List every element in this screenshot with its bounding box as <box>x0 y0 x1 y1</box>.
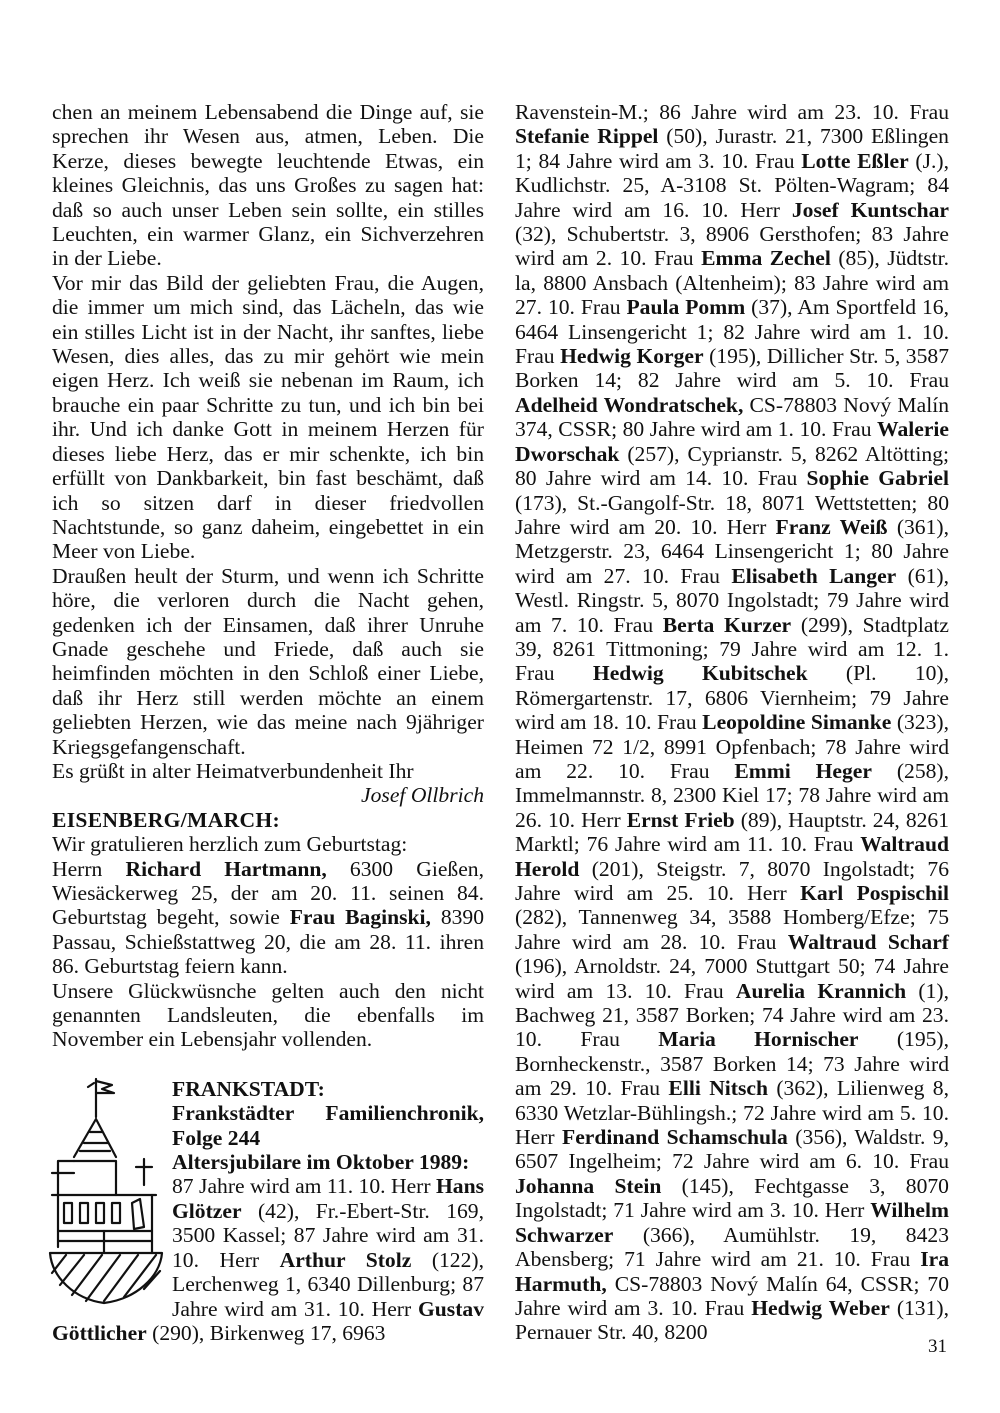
paragraph-jubilee-list: Ravenstein-M.; 86 Jahre wird am 23. 10. Frau Stefanie Rippel (50), Jurastr. 21, 7300 Eßlingen 1; 84 Jahre wird am 3. 10. Frau Lotte Eßler (J.), Kudlichstr. 25, A-3108 St. Pölten-Wagram; 84 Jahre wird am 16. 10. Herr Josef Kuntschar (32), Schubertstr. 3, 8906 Gersthofen; 83 Jahre wird am 2. 10. Frau Emma Zechel (85), Jüdtstr. la, 8800 Ansbach (Altenheim); 83 Jahre wird am 27. 10. Frau Paula Pomm (37), Am Sportfeld 16, 6464 Linsengericht 1; 82 Jahre wird am 1. 10. Frau Hedwig Korger (195), Dillicher Str. 5, 3587 Borken 14; 82 Jahre wird am 5. 10. Frau Adelheid Wondratschek, CS-78803 Nový Malín 374, CSSR; 80 Jahre wird am 1. 10. Frau Walerie Dworschak (257), Cyprianstr. 5, 8262 Altötting; 80 Jahre wird am 14. 10. Frau Sophie Gabriel (173), St.-Gangolf-Str. 18, 8071 Wettstetten; 80 Jahre wird am 20. 10. Herr Franz Weiß (361), Metzgerstr. 23, 6464 Linsengericht 1; 80 Jahre wird am 27. 10. Frau Elisabeth Langer (61), Westl. Ringstr. 5, 8070 Ingolstadt; 79 Jahre wird am 7. 10. Frau Berta Kurzer (299), Stadtplatz 39, 8261 Tittmoning; 79 Jahre wird am 12. 1. Frau Hedwig Kubitschek (Pl. 10), Römergartenstr. 17, 6806 Viernheim; 79 Jahre wird am 18. 10. Frau Leopoldine Simanke (323), Heimen 72 1/2, 8991 Opfenbach; 78 Jahre wird am 22. 10. Frau Emmi Heger (258), Immelmannstr. 8, 2300 Kiel 17; 78 Jahre wird am 26. 10. Herr Ernst Frieb (89), Hauptstr. 24, 8261 Marktl; 76 Jahre wird am 11. 10. Frau Waltraud Herold (201), Steigstr. 7, 8070 Ingolstadt; 76 Jahre wird am 25. 10. Herr Karl Pospischil (282), Tannenweg 34, 3588 Homberg/Efze; 75 Jahre wird am 28. 10. Frau Waltraud Scharf (196), Arnoldstr. 24, 7000 Stuttgart 50; 74 Jahre wird am 13. 10. Frau Aurelia Krannich (1), Bachweg 21, 3587 Borken; 74 Jahre wird am 23. 10. Frau Maria Hornischer (195), Bornheckenstr., 3587 Borken 14; 73 Jahre wird am 29. 10. Frau Elli Nitsch (362), Lilienweg 8, 6330 Wetzlar-Bühlingsh.; 72 Jahre wird am 5. 10. Herr Ferdinand Schamschula (356), Waldstr. 9, 6507 Ingelheim; 72 Jahre wird am 6. 10. Frau Johanna Stein (145), Fechtgasse 3, 8070 Ingolstadt; 71 Jahre wird am 3. 10. Herr Wilhelm Schwarzer (366), Aumühlstr. 19, 8423 Abensberg; 71 Jahre wird am 21. 10. Frau Ira Harmuth, CS-78803 Nový Malín 64, CSSR; 70 Jahre wird am 3. 10. Frau Hedwig Weber (131), Pernauer Str. 40, 8200 <box>515 100 950 1345</box>
person-name: Johanna Stein <box>515 1173 662 1198</box>
paragraph-congrats-intro: Wir gratulieren herzlich zum Geburtstag: <box>52 832 408 857</box>
paragraph-candle: chen an meinem Lebensabend die Dinge auf, sie sprechen ihr Wesen aus, atmen, Leben. Die Kerze, dieses bewegte leuchtende Etwas, ein kleines Gleichnis, das uns Großes zu sagen hat: daß so auch unser Leben sein sollte, ein stilles Leuchten, ein warmer Glanz, ein Sichverzehren in der Liebe. <box>52 100 484 271</box>
person-name: Elisabeth Langer <box>731 563 897 588</box>
chronicle-episode: Folge 244 <box>172 1125 261 1150</box>
person-name: Ferdinand Schamschula <box>562 1125 788 1150</box>
paragraph-birthdays: Herrn Richard Hartmann, 6300 Gießen, Wiesäckerweg 25, der am 20. 11. seinen 84. Geburtstag begeht, sowie Frau Baginski, 8390 Passau, Schießstattweg 20, die am 28. 11. ihren 86. Geburtstag feiern kann. <box>52 856 485 979</box>
person-name: Aurelia Krannich <box>735 978 907 1003</box>
person-name: Lotte Eßler <box>801 148 909 173</box>
person-name: Waltraud Scharf <box>787 929 949 954</box>
person-name: Maria Hornischer <box>658 1027 859 1052</box>
person-name: Hans Glötzer <box>172 1174 484 1223</box>
person-name: Leopoldine Simanke <box>702 710 892 735</box>
person-name: Ernst Frieb <box>626 807 735 832</box>
chronicle-title: Frankstädter Familienchronik, <box>172 1101 484 1126</box>
paragraph-wishes: Unsere Glückwüsnche gelten auch den nicht genannten Landsleuten, die ebenfalls im November ein Lebensjahr vollenden. <box>52 978 484 1052</box>
right-column <box>515 100 949 1345</box>
section-heading-frankstadt: FRANKSTADT: <box>172 1076 325 1101</box>
person-name: Franz Weiß <box>775 514 888 539</box>
person-name: Adelheid Wondratschek, <box>515 392 744 417</box>
paragraph-storm: Draußen heult der Sturm, und wenn ich Schritte höre, die verloren durch die Nacht gehen, gedenken ich der Einsamen, daß ihrer Unruhe Gnade geschehe und Friede, daß auch sie heimfinden möchten in den Schloß einer Liebe, daß ihr Herz still werden möchte an einem geliebten Herzen, wie das meine nach 9jähriger Kriegsgefangenschaft. <box>52 563 484 759</box>
person-name: Josef Kuntschar <box>791 197 949 222</box>
person-name: Emmi Heger <box>734 758 872 783</box>
person-name: Karl Pospischil <box>800 881 949 905</box>
person-name: Hedwig Kubitschek <box>592 661 808 686</box>
page-number: 31 <box>928 1336 947 1357</box>
town-crest-icon <box>44 1077 168 1305</box>
person-name: Richard Hartmann, <box>125 856 327 881</box>
person-name: Paula Pomm <box>626 295 746 320</box>
person-name: Arthur Stolz <box>279 1247 412 1272</box>
person-name: Ira Harmuth, <box>515 1247 949 1296</box>
chronicle-subheading: Altersjubilare im Oktober 1989: <box>172 1150 470 1175</box>
person-name: Frau Baginski, <box>289 905 431 930</box>
person-name: Walerie Dworschak <box>515 417 949 466</box>
frankstadt-section <box>52 1077 484 1345</box>
section-heading-eisenberg: EISENBERG/MARCH: <box>52 807 280 832</box>
signature: Josef Ollbrich <box>361 783 484 808</box>
person-name: Waltraud Herold <box>515 832 949 881</box>
person-name: Elli Nitsch <box>668 1076 768 1101</box>
paragraph-jubilees: 87 Jahre wird am 11. 10. Herr Hans Glötzer (42), Fr.-Ebert-Str. 169, 3500 Kassel; 87 Jahre wird am 31. 10. Herr Arthur Stolz (122), Lerchenweg 1, 6340 Dillenburg; 87 Jahre wird am 31. 10. Herr Gustav Göttlicher (290), Birkenweg 17, 6963 <box>52 1174 484 1345</box>
paragraph-wife: Vor mir das Bild der geliebten Frau, die Augen, die immer um mich sind, das Lächeln, das wie ein stilles Licht ist in der Nacht, ihr sanftes, liebe Wesen, dies alles, das zu mir gehört wie mein eigen Herz. Ich weiß sie nebenan im Raum, ich brauche ein paar Schritte zu tun, und ich bin bei ihr. Und ich danke Gott in meinem Herzen für dieses liebe Herz, das er mir schenkte, ich bin erfüllt von Dankbarkeit, bin fast beschämt, daß ich so sitzen darf in dieser friedvollen Nachtstunde, so ganz daheim, eingebettet in ein Meer von Liebe. <box>52 270 484 564</box>
person-name: Hedwig Weber <box>751 1295 890 1320</box>
left-column <box>52 100 484 1345</box>
paragraph-greeting: Es grüßt in alter Heimatverbundenheit Ihr <box>52 758 414 783</box>
person-name: Emma Zechel <box>701 246 831 271</box>
person-name: Gustav Göttlicher <box>52 1296 484 1345</box>
person-name: Berta Kurzer <box>662 612 792 637</box>
person-name: Hedwig Korger <box>560 344 704 369</box>
person-name: Wilhelm Schwarzer <box>515 1198 949 1247</box>
person-name: Sophie Gabriel <box>806 466 949 491</box>
person-name: Stefanie Rippel <box>515 124 659 149</box>
